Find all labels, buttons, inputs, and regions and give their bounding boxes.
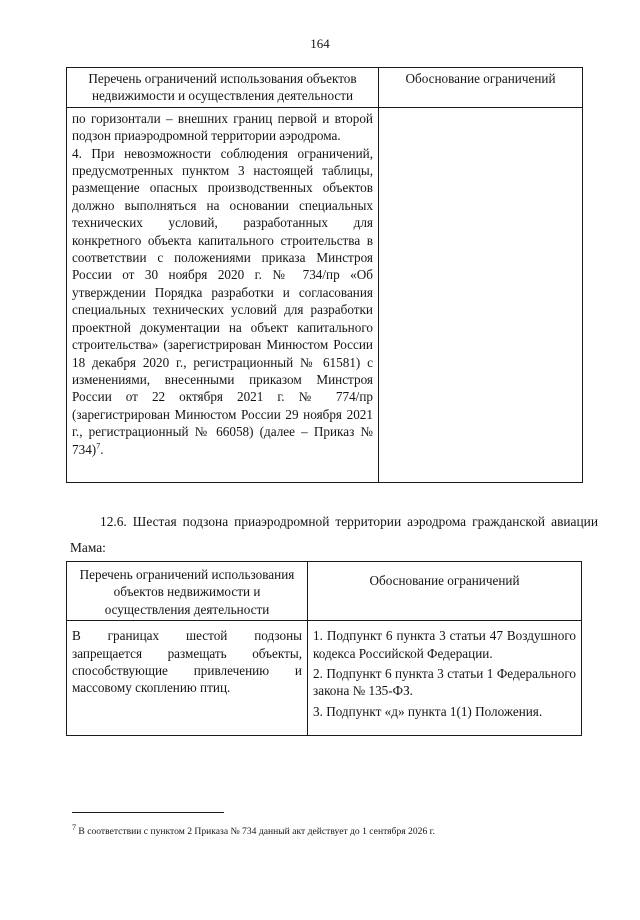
footnote-separator (72, 812, 224, 813)
header-basis: Обоснование ограничений (379, 68, 583, 108)
footnote-text: В соответствии с пунктом 2 Приказа № 734 данный акт действует до 1 сентября 2026 г. (76, 826, 435, 837)
table-row (67, 107, 583, 482)
page-number: 164 (310, 36, 330, 51)
table-header-row (67, 562, 582, 621)
table-header-row (67, 68, 583, 108)
header-basis: Обоснование ограничений (308, 562, 582, 621)
basis-cell (308, 621, 582, 736)
basis-item: 2. Подпункт 6 пункта 3 статьи 1 Федерального закона № 135-ФЗ. (313, 666, 576, 699)
basis-cell-empty (379, 107, 583, 482)
footnote-mark: 7 (72, 822, 76, 832)
restrictions-table-continued (66, 67, 583, 483)
restriction-text: 4. При невозможности соблюдения ограничений, предусмотренных пунктом 3 настоящей таблицы, размещение опасных производственных объектов должно выполняться на основании специальных технических условий, разработанных для конкретного объекта капитального строительства в соответствии с положениями приказа Минстроя России от 30 ноября 2020 г. № 734/пр «Об утверждении Порядка разработки и согласования специальных технических условий для разработки проектной документации на объект капитального строительства» (зарегистрирован Минюстом России 18 декабря 2020 г., регистрационный № 61581) с изменениями, внесенными приказом Минстроя России от 22 октября 2021 г. № 774/пр (зарегистрирован Минюстом России 29 ноября 2021 г., регистрационный № 66058) (далее – Приказ № 734) (72, 145, 373, 457)
sentence-end: . (100, 441, 104, 457)
footnote (72, 822, 612, 838)
section-heading: 12.6. Шестая подзона приаэродромной территории аэродрома гражданской авиации Мама: (70, 514, 598, 555)
restriction-paragraph (72, 145, 373, 458)
restriction-paragraph: по горизонтали – внешних границ первой и второй подзон приаэродромной территории аэродрома. (72, 110, 373, 144)
header-restrictions: Перечень ограничений использования объектов недвижимости и осуществления деятельности (67, 68, 379, 108)
sixth-subzone-table (66, 561, 582, 736)
basis-item: 3. Подпункт «д» пункта 1(1) Положения. (313, 703, 543, 719)
table-row (67, 621, 582, 736)
restriction-cell: В границах шестой подзоны запрещается размещать объекты, способствующие привлечению и массовому скоплению птиц. (67, 621, 308, 736)
restriction-cell (67, 107, 379, 482)
basis-item: 1. Подпункт 6 пункта 3 статьи 47 Воздушного кодекса Российской Федерации. (313, 628, 576, 661)
footnote-reference: 7 (96, 441, 101, 451)
header-restrictions: Перечень ограничений использования объектов недвижимости и осуществления деятельности (67, 562, 308, 621)
